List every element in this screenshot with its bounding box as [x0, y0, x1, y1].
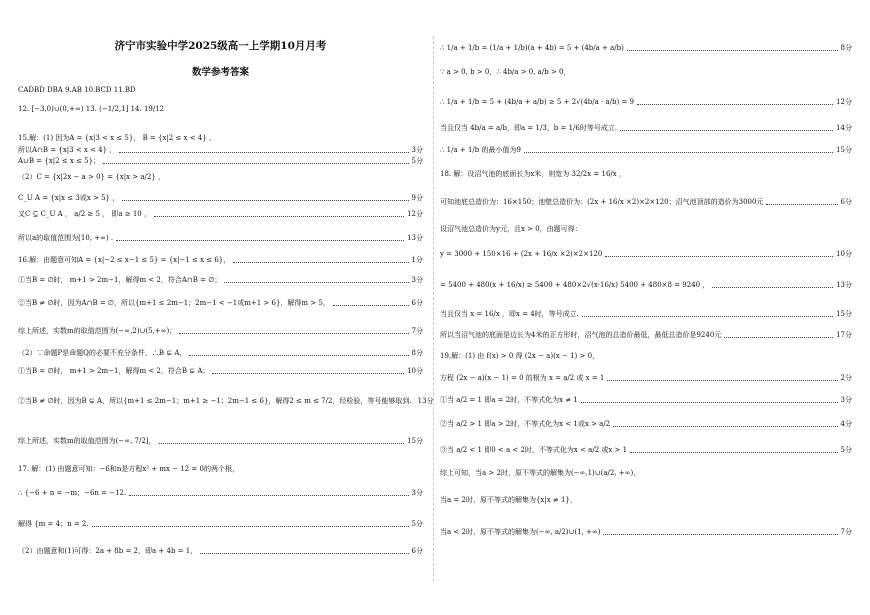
right-solution-line [440, 374, 852, 383]
dot-leader [224, 282, 408, 283]
solution-text: ∴ 1/a + 1/b = (1/a + 1/b)(a + 4b) = 5 + (4b/a + a/b) [440, 44, 624, 52]
right-solution-line [440, 68, 852, 77]
dot-leader [154, 216, 404, 217]
solution-text: 综上可知，当a > 2时，原不等式的解集为(−∞,1)∪(a/2, +∞)， [440, 469, 641, 477]
score-points: 8分 [411, 349, 423, 357]
score-points: 12分 [836, 98, 852, 106]
score-points: 14分 [836, 124, 852, 132]
left-solution-line [18, 547, 423, 556]
right-solution-line [440, 396, 852, 405]
dot-leader [333, 305, 409, 306]
solution-text: ①当B = ∅时， m+1 > 2m−1，解得m < 2，符合A∩B = ∅； [18, 276, 222, 284]
dot-leader [724, 337, 833, 338]
fill-blank-answers: 12. [−3,0)∪(0,+∞) 13. (−1/2,1] 14. 19/12 [18, 105, 165, 113]
score-points: 3分 [411, 146, 423, 154]
score-points: 13分 [407, 234, 423, 242]
left-solution-line [18, 276, 423, 285]
solution-text: 综上所述，实数m的取值范围为(−∞,2)∪(5,+∞)； [18, 327, 177, 335]
dot-leader [630, 452, 837, 453]
left-solution-line [18, 520, 423, 529]
score-points: 3分 [840, 396, 852, 404]
right-solution-line [440, 170, 852, 179]
solution-text: A∪B = {x|2 ≤ x ≤ 5}； [18, 157, 101, 165]
dot-leader [92, 526, 409, 527]
dot-leader [129, 495, 408, 496]
solution-text: 当且仅当 x = 16/x ，即x = 4时，等号成立. [440, 310, 579, 318]
page-title: 济宁市实验中学2025级高一上学期10月月考 [114, 40, 327, 52]
dot-leader [627, 50, 838, 51]
right-solution-line [440, 146, 852, 155]
solution-text: （2）∵命题P是命题Q的必要不充分条件，∴B ⊊ A， [18, 349, 187, 357]
score-points: 4分 [840, 420, 852, 428]
solution-text: ∴ 1/a + 1/b = 5 + (4b/a + a/b) ≥ 5 + 2√(4b/a · a/b) = 9 [440, 98, 634, 106]
score-points: 6分 [411, 299, 423, 307]
dot-leader [637, 104, 833, 105]
right-solution-line [440, 44, 852, 53]
solution-text: 解得 {m = 4；n = 2. [18, 520, 89, 528]
solution-text: ∴ 1/a + 1/b 的最小值为9 [440, 146, 521, 154]
solution-text: ②当B ≠ ∅时，因为A∩B = ∅，所以{m+1 ≤ 2m−1；2m−1 < −1或m+1 > 6}，解得m > 5， [18, 299, 330, 307]
left-solution-line [18, 194, 423, 203]
dot-leader [766, 204, 837, 205]
dot-leader [116, 240, 404, 241]
dot-leader [524, 152, 833, 153]
dot-leader [581, 402, 838, 403]
solution-text: ①当B = ∅时， m+1 > 2m−1，解得m < 2，符合B ⊊ A； [18, 367, 210, 375]
score-points: 3分 [411, 489, 423, 497]
score-points: 6分 [840, 198, 852, 206]
solution-text: ②当 a/2 > 1 即a > 2时，不等式化为x < 1或x > a/2 [440, 420, 611, 428]
score-points: 6分 [411, 547, 423, 555]
score-points: 5分 [411, 157, 423, 165]
left-solution-line [18, 210, 423, 219]
dot-leader [613, 426, 837, 427]
dot-leader [603, 534, 837, 535]
dot-leader [122, 200, 408, 201]
score-points: 12分 [407, 210, 423, 218]
solution-text: ①当 a/2 = 1 即a = 2时，不等式化为x ≠ 1 [440, 396, 578, 404]
dot-leader [582, 316, 833, 317]
right-solution-line [440, 420, 852, 429]
right-solution-line [440, 250, 852, 259]
dot-leader [119, 152, 408, 153]
solution-text: 当a < 2时，原不等式的解集为(−∞, a/2)∪(1, +∞) [440, 528, 601, 536]
left-solution-line [18, 157, 423, 166]
dot-leader [159, 443, 405, 444]
left-solution-line [18, 299, 423, 308]
solution-text: （2）由题意和(1)可得：2a + 8b = 2，即a + 4b = 1， [18, 547, 198, 555]
score-points: 13分 [836, 281, 852, 289]
score-points: 7分 [840, 528, 852, 536]
left-solution-line [18, 465, 423, 474]
solution-text: （2）C = {x|2x − a > 0} = {x|x > a/2} ， [18, 173, 165, 181]
left-column [18, 0, 434, 615]
dot-leader [607, 380, 837, 381]
solution-text: 当a = 2时，原不等式的解集为{x|x ≠ 1}， [440, 496, 577, 504]
solution-text: 所以A∩B = {x|3 < x < 4} ， [18, 146, 117, 154]
right-solution-line [440, 281, 852, 290]
score-points: 13分 [417, 397, 434, 405]
solution-text: 综上所述，实数m的取值范围为(−∞, 7/2]， [18, 437, 156, 445]
choice-answers: CADBD DBA 9.AB 10.BCD 11.BD [18, 86, 136, 94]
left-solution-line [18, 234, 423, 243]
solution-text: 当且仅当 4b/a = a/b，即a = 1/3，b = 1/6时等号成立. [440, 124, 618, 132]
right-solution-line [440, 446, 852, 455]
dot-leader [605, 256, 833, 257]
right-solution-line [440, 352, 852, 361]
solution-text: 设沼气池总造价为y元，且x > 0，由题可得： [440, 225, 582, 233]
right-solution-line [440, 496, 852, 505]
score-points: 2分 [840, 374, 852, 382]
solution-text: ③当 a/2 < 1 即0 < a < 2时，不等式化为x < a/2 或x > 1 [440, 446, 628, 454]
score-points: 7分 [411, 327, 423, 335]
right-solution-line [440, 225, 852, 234]
left-solution-line [18, 437, 423, 446]
solution-text: C_U A = {x|x ≤ 3或x > 5} ， [18, 194, 120, 202]
dot-leader [712, 287, 833, 288]
solution-text: 所以当沼气池的底面是边长为4米的正方形时，沼气池的总造价最低，最低总造价是9240元 [440, 331, 722, 339]
solution-text: 15.解：(1) 因为A = {x|3 < x ≤ 5}， B = {x|2 ≤ x < 4} ， [18, 134, 216, 142]
score-points: 9分 [411, 194, 423, 202]
solution-text: y = 3000 + 150×16 + (2x + 16/x ×2)×2×120 [440, 250, 603, 258]
solution-text: 所以a的取值范围为[10, +∞) . [18, 234, 114, 242]
right-solution-line [440, 310, 852, 319]
dot-leader [179, 333, 408, 334]
solution-text: 19.解：(1) 由 f(x) > 0 得 (2x − a)(x − 1) > 0， [440, 352, 600, 360]
left-solution-line [18, 367, 423, 376]
solution-text: 16.解：由题意可知A = {x|−2 ≤ x−1 ≤ 5} = {x|−1 ≤ x ≤ 6}， [18, 256, 231, 264]
dot-leader [103, 163, 408, 164]
solution-text: 方程 (2x − a)(x − 1) = 0 的根为 x = a/2 或 x = 1 [440, 374, 605, 382]
left-solution-line [18, 397, 434, 406]
right-solution-line [440, 528, 852, 537]
score-points: 15分 [836, 146, 852, 154]
left-solution-line [18, 173, 423, 182]
dot-leader [200, 553, 408, 554]
left-solution-line [18, 134, 423, 143]
score-points: 5分 [411, 520, 423, 528]
right-solution-line [440, 469, 852, 478]
right-solution-line [440, 198, 852, 207]
solution-text: ②当B ≠ ∅时，因为B ⊊ A，所以{m+1 ≤ 2m−1；m+1 ≥ −1；2m−1 ≤ 6}，解得2 ≤ m ≤ 7/2，经检验，等号能够取到. [18, 397, 412, 405]
dot-leader [212, 373, 404, 374]
right-solution-line [440, 98, 852, 107]
right-solution-line [440, 331, 852, 340]
solution-text: 17. 解：(1) 由题意可知：−6和n是方程x² + mx − 12 = 0的两个根， [18, 465, 239, 473]
right-column [440, 0, 852, 615]
score-points: 10分 [836, 250, 852, 258]
score-points: 5分 [840, 446, 852, 454]
dot-leader [233, 262, 408, 263]
solution-text: 18. 解：设沼气池的底面长为x米，则宽为 32/2x = 16/x ， [440, 170, 626, 178]
score-points: 1分 [411, 256, 423, 264]
score-points: 3分 [411, 276, 423, 284]
column-divider [433, 36, 434, 581]
score-points: 17分 [836, 331, 852, 339]
solution-text: = 5400 + 480(x + 16/x) ≥ 5400 + 480×2√(x·16/x) 5400 + 480×8 = 9240 ， [440, 281, 710, 289]
solution-text: ∴ {−6 + n = −m；−6n = −12. [18, 489, 127, 497]
left-solution-line [18, 256, 423, 265]
page-subtitle: 数学参考答案 [191, 67, 249, 78]
score-points: 10分 [407, 367, 423, 375]
left-solution-line [18, 349, 423, 358]
left-solution-line [18, 327, 423, 336]
dot-leader [620, 130, 833, 131]
score-points: 15分 [407, 437, 423, 445]
solution-text: ∵ a > 0, b > 0，∴ 4b/a > 0, a/b > 0， [440, 68, 571, 76]
score-points: 8分 [840, 44, 852, 52]
left-solution-line [18, 146, 423, 155]
score-points: 15分 [836, 310, 852, 318]
solution-text: 可知池底总造价为：16×150；池壁总造价为：(2x + 16/x ×2)×2×120；沼气池顶部的造价为3000元 [440, 198, 764, 206]
left-solution-line [18, 489, 423, 498]
solution-text: 又C ⊆ C_U A ， a/2 ≥ 5 ， 即a ≥ 10 ， [18, 210, 151, 218]
dot-leader [189, 355, 408, 356]
right-solution-line [440, 124, 852, 133]
